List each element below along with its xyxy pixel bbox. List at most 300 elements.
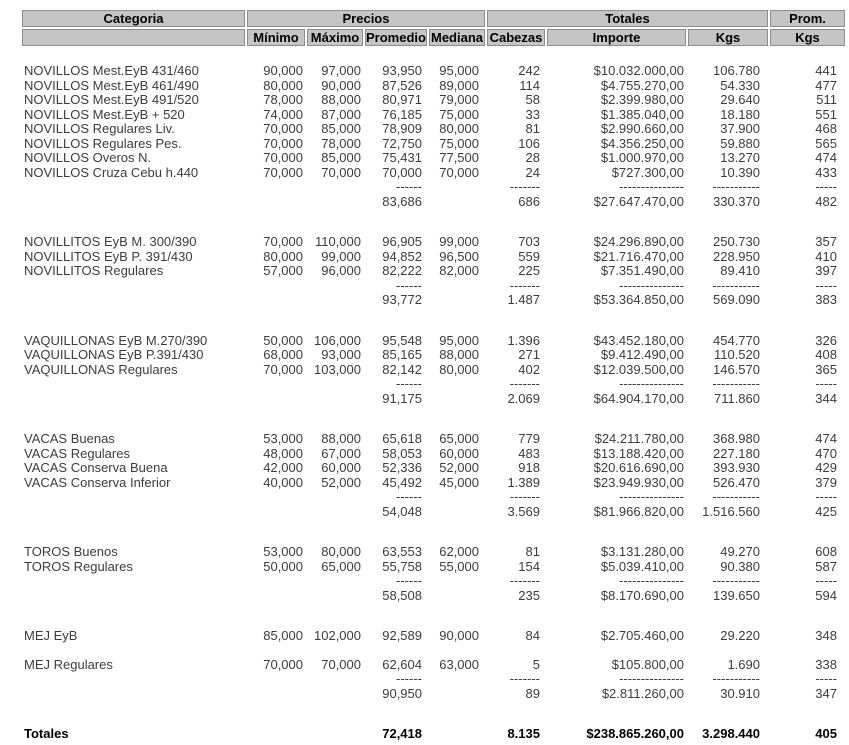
cell-minimo: 90,000 [263, 63, 303, 78]
cell-cabezas: 703 [518, 234, 540, 249]
cell-importe: $24.296.890,00 [593, 234, 684, 249]
cell-importe: $5.039.410,00 [600, 558, 684, 574]
cell-promedio: 95,548 [382, 332, 422, 348]
cell-minimo: 70,000 [263, 150, 303, 165]
cell-mediana: 52,000 [439, 460, 479, 475]
cell-maximo: 80,000 [321, 544, 361, 559]
cell-importe: $24.211.780,00 [594, 431, 684, 446]
cell-promedio: 65,618 [382, 431, 422, 446]
table-row [22, 363, 845, 378]
cell-kgs: 89.410 [720, 263, 760, 278]
cell-importe: $27.647.470,00 [593, 193, 684, 209]
cell-mediana: 88,000 [439, 347, 479, 362]
cell-prom-kgs: 379 [815, 474, 837, 490]
cell-minimo: 40,000 [263, 474, 303, 490]
cell-minimo: 80,000 [263, 248, 303, 264]
cell-importe: --------------- [619, 489, 684, 504]
cell-minimo: 57,000 [263, 263, 303, 278]
header-maximo: Máximo [307, 29, 363, 46]
cell-promedio: 90,950 [382, 685, 422, 701]
cell-categoria: VACAS Conserva Buena [24, 460, 168, 475]
cell-kgs: 29.640 [720, 92, 760, 107]
cell-maximo: 88,000 [321, 431, 361, 446]
cell-promedio: 80,971 [382, 92, 422, 107]
cell-minimo: 70,000 [263, 656, 303, 672]
cell-cabezas: 242 [518, 63, 540, 78]
cell-prom-kgs: ----- [815, 573, 837, 588]
cell-kgs: 393.930 [713, 460, 760, 475]
table-row [22, 334, 845, 349]
cell-kgs: ----------- [712, 489, 760, 504]
cell-prom-kgs: 587 [815, 558, 837, 574]
cell-mediana [429, 377, 485, 392]
spacer-row [22, 701, 845, 727]
cell-importe: $9.412.490,00 [600, 347, 684, 362]
cell-categoria [22, 392, 245, 407]
subtotal-row [22, 293, 845, 308]
cell-promedio: 62,604 [382, 656, 422, 672]
cell-categoria [22, 589, 245, 604]
cell-maximo [307, 505, 363, 520]
cell-prom-kgs: 348 [815, 628, 837, 643]
cell-categoria: Totales [24, 726, 69, 741]
cell-minimo [247, 180, 305, 195]
cell-prom-kgs: 482 [815, 193, 837, 209]
cell-importe: $105.800,00 [611, 656, 684, 672]
cell-kgs: 569.090 [713, 292, 760, 307]
cell-categoria: VACAS Conserva Inferior [24, 474, 171, 490]
cell-promedio: 52,336 [382, 460, 422, 475]
cell-prom-kgs: 551 [815, 106, 837, 122]
spacer-cell [22, 209, 845, 235]
header-prom-kgs: Kgs [770, 29, 845, 46]
table-row [22, 235, 845, 250]
report-body-table [20, 48, 847, 742]
cell-minimo: 70,000 [263, 135, 303, 151]
cell-promedio: 78,909 [382, 121, 422, 136]
cell-mediana: 75,000 [439, 135, 479, 151]
table-row [22, 79, 845, 94]
cell-maximo: 65,000 [321, 558, 361, 574]
cell-mediana: 82,000 [439, 263, 479, 278]
spacer-cell [22, 644, 845, 658]
cell-maximo [307, 574, 363, 589]
dashes-row [22, 672, 845, 687]
cell-maximo [307, 687, 363, 702]
cell-maximo [307, 392, 363, 407]
cell-importe: $81.966.820,00 [593, 503, 684, 519]
cell-kgs: 526.470 [713, 474, 760, 490]
cell-cabezas: 3.569 [507, 503, 540, 519]
cell-cabezas: 154 [518, 558, 540, 574]
cell-prom-kgs: 383 [815, 292, 837, 307]
cell-categoria: VAQUILLONAS EyB M.270/390 [24, 332, 208, 348]
cell-promedio: ------ [396, 671, 422, 686]
subtotal-row [22, 195, 845, 210]
cell-mediana: 80,000 [439, 361, 479, 377]
cell-minimo [247, 490, 305, 505]
cell-importe: $3.131.280,00 [600, 544, 684, 559]
cell-maximo [307, 195, 363, 210]
cell-prom-kgs: 408 [815, 347, 837, 362]
table-row [22, 629, 845, 644]
cell-maximo [307, 180, 363, 195]
cell-mediana: 90,000 [439, 628, 479, 643]
cell-prom-kgs: 410 [815, 248, 837, 264]
cell-maximo [307, 490, 363, 505]
cell-categoria: NOVILLOS Mest.EyB 461/490 [24, 77, 199, 93]
cell-mediana [429, 180, 485, 195]
cell-maximo [307, 672, 363, 687]
cell-cabezas: ------- [509, 179, 540, 194]
cell-categoria [22, 505, 245, 520]
cell-maximo: 70,000 [321, 656, 361, 672]
cell-prom-kgs: 441 [815, 63, 837, 78]
cell-mediana [429, 195, 485, 210]
cell-prom-kgs: 347 [815, 685, 837, 701]
cell-kgs: 10.390 [720, 164, 760, 180]
spacer-row [22, 209, 845, 235]
cell-kgs: 711.860 [713, 390, 760, 406]
cell-cabezas: 28 [525, 150, 540, 165]
cell-prom-kgs: ----- [815, 277, 837, 293]
cell-minimo: 53,000 [263, 544, 303, 559]
cell-importe: $2.399.980,00 [600, 92, 684, 107]
cell-promedio: 91,175 [382, 390, 422, 406]
header-mediana: Mediana [430, 30, 483, 45]
cell-promedio: 82,142 [382, 361, 422, 377]
cell-promedio: 96,905 [382, 234, 422, 249]
cell-categoria: TOROS Buenos [24, 544, 118, 559]
cell-categoria: NOVILLOS Mest.EyB 431/460 [24, 63, 199, 78]
cell-cabezas: ------- [509, 671, 540, 686]
cell-kgs: 368.980 [713, 431, 760, 446]
cell-prom-kgs: 608 [815, 544, 837, 559]
table-row [22, 476, 845, 491]
cell-mediana [429, 574, 485, 589]
cell-prom-kgs: 365 [815, 361, 837, 377]
cell-prom-kgs: 474 [815, 150, 837, 165]
spacer-cell [22, 701, 845, 727]
cell-prom-kgs: 474 [815, 431, 837, 446]
cell-minimo: 50,000 [263, 332, 303, 348]
cell-cabezas: 686 [518, 193, 540, 209]
cell-cabezas: 24 [525, 164, 540, 180]
cell-categoria: NOVILLOS Regulares Pes. [24, 135, 182, 151]
cell-mediana: 75,000 [439, 106, 479, 122]
cell-categoria: VACAS Regulares [24, 445, 130, 461]
cell-maximo: 97,000 [321, 63, 361, 78]
cell-cabezas: 402 [518, 361, 540, 377]
cell-categoria: MEJ EyB [24, 628, 78, 643]
cell-mediana: 80,000 [439, 121, 479, 136]
totals-row [22, 727, 845, 742]
cell-prom-kgs: 429 [815, 460, 837, 475]
cell-cabezas: 8.135 [507, 726, 540, 741]
cell-prom-kgs: 344 [815, 390, 837, 406]
cell-minimo [247, 392, 305, 407]
cell-cabezas: 559 [518, 248, 540, 264]
cell-kgs: 49.270 [720, 544, 760, 559]
cell-mediana [429, 392, 485, 407]
cell-minimo [247, 687, 305, 702]
table-row [22, 447, 845, 462]
cell-importe: $12.039.500,00 [593, 361, 684, 377]
cell-minimo [247, 195, 305, 210]
cell-importe: $2.811.260,00 [601, 685, 684, 701]
header-sub-row [22, 29, 845, 46]
cell-promedio: 72,418 [382, 726, 422, 741]
cell-prom-kgs: 468 [815, 121, 837, 136]
cell-mediana [429, 279, 485, 294]
cell-importe: $727.300,00 [611, 164, 684, 180]
cell-minimo [247, 505, 305, 520]
cell-kgs: 37.900 [720, 121, 760, 136]
cell-prom-kgs: 594 [815, 587, 837, 603]
cell-prom-kgs: ----- [815, 671, 837, 686]
cell-kgs: 106.780 [713, 63, 760, 78]
cell-maximo [307, 377, 363, 392]
cell-kgs: 3.298.440 [702, 726, 760, 741]
cell-categoria: VAQUILLONAS Regulares [24, 361, 178, 377]
table-row [22, 151, 845, 166]
cell-kgs: 110.520 [713, 347, 760, 362]
cell-kgs: 146.570 [713, 361, 760, 377]
cell-cabezas: ------- [509, 277, 540, 293]
table-row [22, 166, 845, 181]
cell-mediana [429, 490, 485, 505]
cell-prom-kgs: ----- [815, 489, 837, 504]
cell-promedio: 85,165 [382, 347, 422, 362]
cell-categoria: NOVILLITOS EyB P. 391/430 [24, 248, 193, 264]
header-prom: Prom. [770, 10, 845, 27]
cell-cabezas: 114 [519, 77, 540, 93]
table-row [22, 93, 845, 108]
cell-importe: $4.356.250,00 [600, 135, 684, 151]
cell-minimo: 48,000 [263, 445, 303, 461]
cell-mediana: 79,000 [439, 92, 479, 107]
cell-promedio: ------ [396, 489, 422, 504]
cell-categoria: NOVILLITOS Regulares [24, 263, 164, 278]
cell-importe: $2.990.660,00 [600, 121, 684, 136]
cell-prom-kgs: 405 [815, 726, 837, 741]
cell-promedio: 54,048 [382, 503, 422, 519]
cell-promedio: 87,526 [382, 77, 422, 93]
cell-cabezas: 235 [518, 587, 540, 603]
table-row [22, 264, 845, 279]
cell-promedio: 58,053 [382, 445, 422, 461]
cell-promedio: ------ [396, 277, 422, 293]
cell-prom-kgs: 338 [815, 656, 837, 672]
dashes-row [22, 180, 845, 195]
cell-promedio: 75,431 [382, 150, 422, 165]
cell-mediana: 95,000 [439, 332, 479, 348]
cell-maximo: 52,000 [321, 474, 361, 490]
cell-importe: $2.705.460,00 [600, 628, 684, 643]
header-cabezas: Cabezas [487, 29, 545, 46]
cell-promedio: 55,758 [382, 558, 422, 574]
cell-categoria [22, 672, 245, 687]
cell-minimo: 68,000 [263, 347, 303, 362]
cell-prom-kgs: 397 [815, 263, 837, 278]
cell-prom-kgs: 470 [815, 445, 837, 461]
cell-mediana [429, 505, 485, 520]
cell-minimo: 74,000 [263, 106, 303, 122]
header-minimo: Mínimo [247, 29, 305, 46]
header-categoria: Categoria [22, 10, 245, 27]
cell-categoria: VAQUILLONAS EyB P.391/430 [24, 347, 204, 362]
cell-importe: $1.000.970,00 [600, 150, 684, 165]
header-totales: Totales [487, 10, 768, 27]
cell-promedio: ------ [396, 179, 422, 194]
subtotal-row [22, 392, 845, 407]
cell-importe: $10.032.000,00 [593, 63, 684, 78]
cell-cabezas: 779 [518, 431, 540, 446]
subtotal-row [22, 589, 845, 604]
header-group-row [22, 10, 845, 27]
cell-prom-kgs: 357 [815, 234, 837, 249]
table-row [22, 122, 845, 137]
cell-maximo: 67,000 [321, 445, 361, 461]
cell-importe: --------------- [619, 376, 684, 391]
header-empty-cell [22, 29, 245, 46]
cell-maximo [307, 279, 363, 294]
cell-minimo: 78,000 [263, 92, 303, 107]
cell-importe: $64.904.170,00 [593, 390, 684, 406]
table-row [22, 348, 845, 363]
table-row [22, 658, 845, 673]
cell-maximo: 93,000 [321, 347, 361, 362]
cell-promedio: 93,772 [382, 292, 422, 307]
cell-mediana [429, 293, 485, 308]
cell-maximo: 90,000 [321, 77, 361, 93]
cell-mediana: 99,000 [439, 234, 479, 249]
cell-kgs: 330.370 [713, 193, 760, 209]
cell-categoria [22, 293, 245, 308]
spacer-row [22, 406, 845, 432]
cell-maximo: 78,000 [321, 135, 361, 151]
cell-maximo [307, 293, 363, 308]
cell-importe: $238.865.260,00 [586, 726, 684, 741]
cell-importe: $13.188.420,00 [593, 445, 684, 461]
table-row [22, 560, 845, 575]
cell-importe: $53.364.850,00 [593, 292, 684, 307]
report-body [22, 48, 845, 742]
cell-importe: --------------- [619, 277, 684, 293]
cell-prom-kgs: 433 [815, 164, 837, 180]
cell-mediana: 63,000 [439, 656, 479, 672]
cell-kgs: 228.950 [713, 248, 760, 264]
header-precios: Precios [247, 10, 485, 27]
spacer-cell [22, 603, 845, 629]
cell-categoria: NOVILLOS Mest.EyB + 520 [24, 106, 185, 122]
cell-kgs: ----------- [712, 573, 760, 588]
cell-promedio: 72,750 [382, 135, 422, 151]
cell-importe: $4.755.270,00 [600, 77, 684, 93]
cell-minimo [247, 377, 305, 392]
cell-maximo: 96,000 [321, 263, 361, 278]
table-row [22, 461, 845, 476]
cell-promedio: 63,553 [382, 544, 422, 559]
spacer-cell [22, 519, 845, 545]
cell-minimo: 70,000 [263, 234, 303, 249]
cell-minimo: 50,000 [263, 558, 303, 574]
cell-promedio: 70,000 [382, 164, 422, 180]
cell-mediana: 62,000 [439, 544, 479, 559]
header-importe: Importe [547, 29, 686, 46]
dashes-row [22, 574, 845, 589]
cell-importe: --------------- [619, 179, 684, 194]
spacer-row [22, 48, 845, 64]
cell-maximo [307, 589, 363, 604]
cell-kgs: 90.380 [720, 558, 760, 574]
cell-categoria [22, 180, 245, 195]
spacer-row [22, 603, 845, 629]
spacer-row [22, 519, 845, 545]
cell-maximo: 70,000 [321, 164, 361, 180]
cell-cabezas: 84 [525, 628, 540, 643]
cell-minimo: 70,000 [263, 121, 303, 136]
table-row [22, 108, 845, 123]
cell-kgs: 13.270 [720, 150, 760, 165]
header-kgs: Kgs [688, 29, 768, 46]
cell-kgs: 59.880 [720, 135, 760, 151]
cell-importe: $23.949.930,00 [593, 474, 684, 490]
table-row [22, 250, 845, 265]
cell-categoria: NOVILLOS Mest.EyB 491/520 [24, 92, 199, 107]
cell-importe: $7.351.490,00 [600, 263, 684, 278]
cell-promedio: 76,185 [382, 106, 422, 122]
cell-promedio: 82,222 [382, 263, 422, 278]
cell-categoria: NOVILLOS Cruza Cebu h.440 [24, 164, 199, 180]
cell-mediana: 96,500 [439, 248, 479, 264]
cell-promedio: 58,508 [382, 587, 422, 603]
cell-cabezas: 483 [518, 445, 540, 461]
table-row [22, 545, 845, 560]
spacer-cell [22, 406, 845, 432]
cell-prom-kgs: 477 [815, 77, 837, 93]
spacer-cell [22, 48, 845, 64]
cell-cabezas: 2.069 [507, 390, 540, 406]
cell-minimo: 85,000 [263, 628, 303, 643]
cell-mediana [429, 687, 485, 702]
cell-prom-kgs: 511 [816, 92, 837, 107]
table-row [22, 64, 845, 79]
table-row [22, 432, 845, 447]
cell-cabezas: 58 [525, 92, 540, 107]
cell-kgs: 1.690 [727, 656, 760, 672]
cell-cabezas: ------- [509, 376, 540, 391]
spacer-row [22, 644, 845, 658]
cell-cabezas: 1.389 [507, 474, 540, 490]
cell-importe: $21.716.470,00 [593, 248, 684, 264]
cell-minimo [247, 672, 305, 687]
cell-kgs: 227.180 [713, 445, 760, 461]
cell-categoria [22, 574, 245, 589]
cell-kgs: 54.330 [720, 77, 760, 93]
cell-importe: $1.385.040,00 [600, 106, 684, 122]
cell-mediana: 89,000 [439, 77, 479, 93]
cell-mediana: 55,000 [439, 558, 479, 574]
cell-maximo: 85,000 [321, 121, 361, 136]
cell-cabezas: 5 [532, 656, 540, 672]
cell-mediana: 65,000 [439, 431, 479, 446]
cell-prom-kgs: 425 [815, 503, 837, 519]
subtotal-row [22, 505, 845, 520]
cell-kgs: 18.180 [720, 106, 760, 122]
cell-cabezas: ------- [509, 573, 540, 588]
spacer-cell [22, 308, 845, 334]
